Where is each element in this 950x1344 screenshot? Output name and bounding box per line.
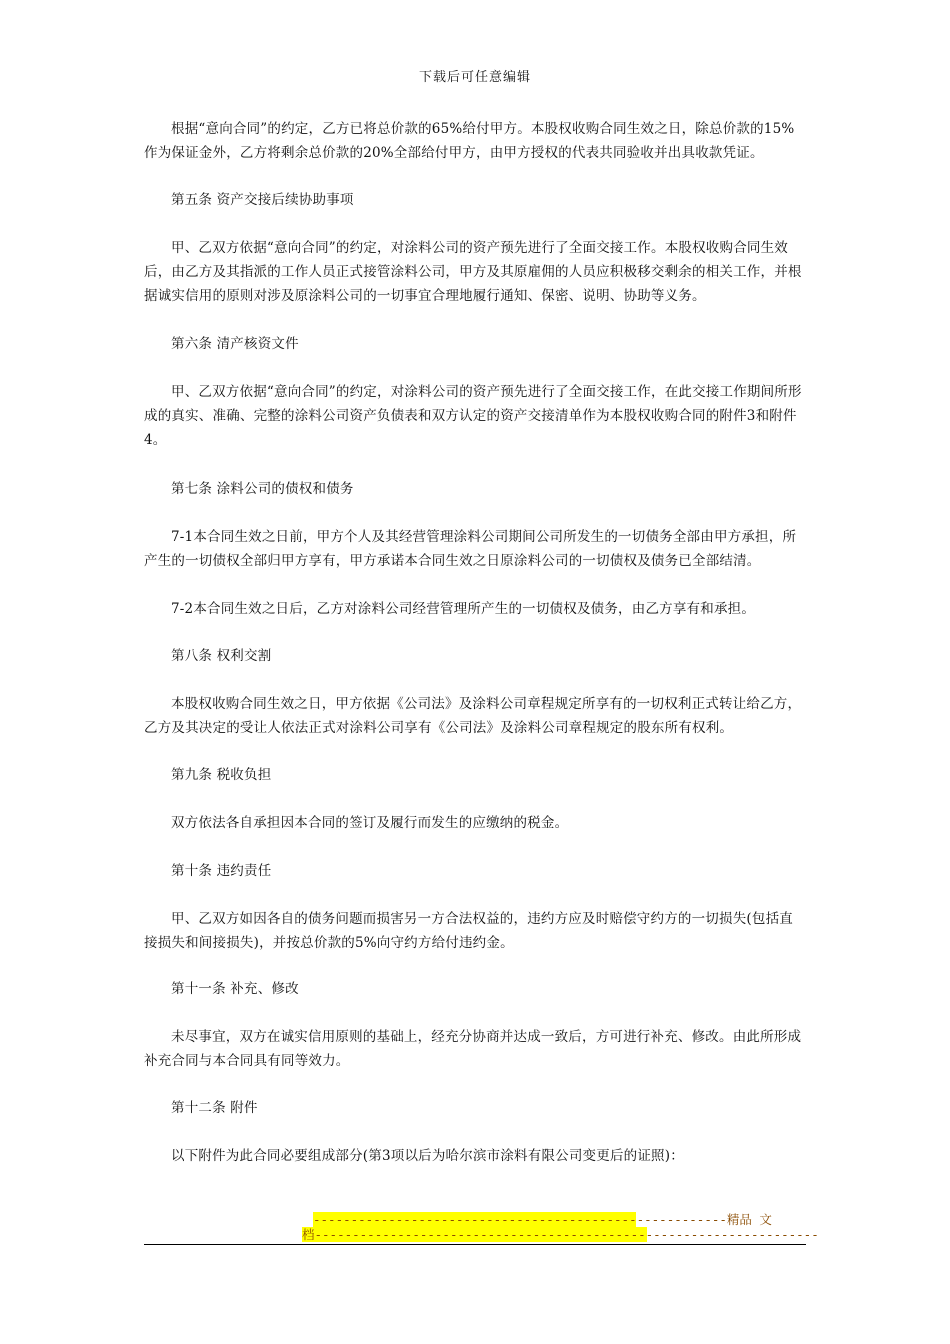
article-5-heading: 第五条 资产交接后续协助事项 [171, 192, 354, 208]
footer-watermark-line-2: 档------------------------------------------------------------------- [302, 1227, 819, 1242]
paragraph-rights-transfer: 本股权收购合同生效之日，甲方依据《公司法》及涂料公司章程规定所享有的一切权利正式转让给乙方，乙方及其决定的受让人依法正式对涂料公司享有《公司法》及涂料公司章程规定的股东所有权利。 [144, 696, 802, 736]
paragraph-audit-documents: 甲、乙双方依据“意向合同”的约定，对涂料公司的资产预先进行了全面交接工作，在此交接工作期间所形成的真实、准确、完整的涂料公司资产负债表和双方认定的资产交接清单作为本股权收购合同的附件3和附件4。 [144, 384, 802, 448]
article-9-heading: 第九条 税收负担 [171, 767, 272, 783]
paragraph-tax: 双方依法各自承担因本合同的签订及履行而发生的应缴纳的税金。 [171, 815, 569, 831]
article-7-heading: 第七条 涂料公司的债权和债务 [171, 481, 354, 497]
article-12-heading: 第十二条 附件 [171, 1100, 258, 1116]
paragraph-clause-7-1: 7-1本合同生效之日前，甲方个人及其经营管理涂料公司期间公司所发生的一切债务全部由甲方承担，所产生的一切债权全部归甲方享有，甲方承诺本合同生效之日原涂料公司的一切债权及债务已全部结清。 [144, 529, 797, 569]
page-header-note: 下载后可任意编辑 [418, 70, 531, 85]
paragraph-breach-liability: 甲、乙双方如因各自的债务问题而损害另一方合法权益的，违约方应及时赔偿守约方的一切损失(包括直接损失和间接损失)，并按总价款的5%向守约方给付违约金。 [144, 911, 793, 951]
paragraph-clause-7-2: 7-2本合同生效之日后，乙方对涂料公司经营管理所产生的一切债权及债务，由乙方享有和承担。 [171, 601, 756, 617]
article-8-heading: 第八条 权利交割 [171, 648, 272, 664]
paragraph-asset-handover: 甲、乙双方依据“意向合同”的约定，对涂料公司的资产预先进行了全面交接工作。本股权收购合同生效后，由乙方及其指派的工作人员正式接管涂料公司，甲方及其原雇佣的人员应积极移交剩余的相关工作，并根据诚实信用的原则对涉及原涂料公司的一切事宜合理地履行通知、保密、说明、协助等义务。 [144, 240, 802, 304]
paragraph-payment: 根据“意向合同”的约定，乙方已将总价款的65%给付甲方。本股权收购合同生效之日，除总价款的15%作为保证金外，乙方将剩余总价款的20%全部给付甲方，由甲方授权的代表共同验收并出具收款凭证。 [144, 121, 795, 161]
footer-divider [144, 1244, 806, 1245]
paragraph-attachments-intro: 以下附件为此合同必要组成部分(第3项以后为哈尔滨市涂料有限公司变更后的证照)： [171, 1148, 684, 1164]
paragraph-supplement: 未尽事宜，双方在诚实信用原则的基础上，经充分协商并达成一致后，方可进行补充、修改。由此所形成补充合同与本合同具有同等效力。 [144, 1029, 802, 1069]
article-6-heading: 第六条 清产核资文件 [171, 336, 299, 352]
article-10-heading: 第十条 违约责任 [171, 863, 272, 879]
article-11-heading: 第十一条 补充、修改 [171, 981, 299, 997]
footer-watermark-line-1: -------------------------------------------------------精品 文 [313, 1212, 772, 1227]
